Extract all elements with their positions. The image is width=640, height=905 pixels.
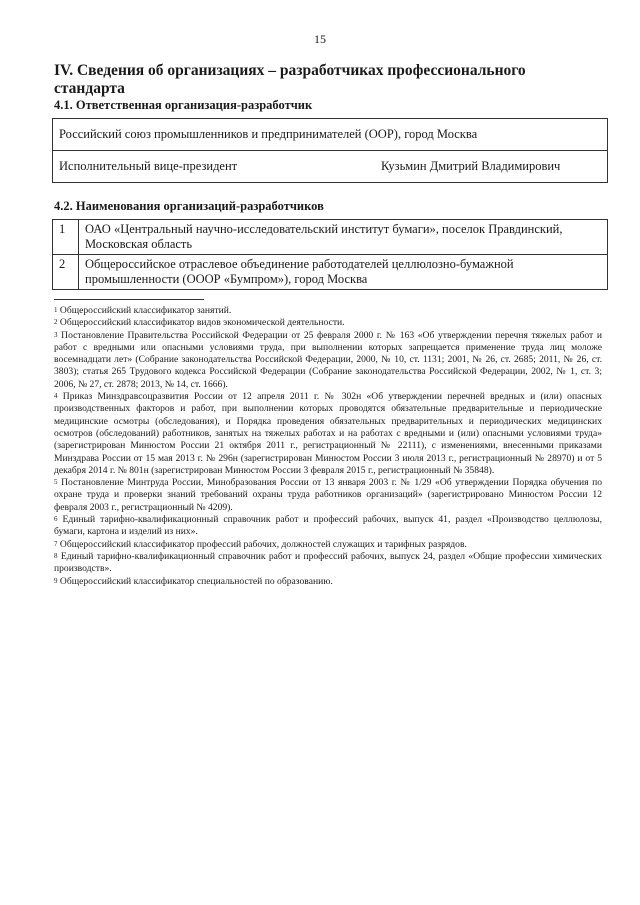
footnote [54,576,602,588]
footnote [54,317,602,329]
footnote-text: Постановление Минтруда России, Минобразования России от 13 января 2003 г. № 1/29 «Об утверждении Порядка обучения по охране труда и проверки знаний требований охраны труда работников организаций» (зарегистрировано Минюстом России 12 февраля 2003 г., регистрационный № 4209). [54,477,603,513]
footnote-divider [54,299,204,300]
table-row [53,255,608,290]
footnote-mark: 2 [54,318,58,327]
section-title: IV. Сведения об организациях – разработчиках профессионального стандарта [54,62,526,97]
footnote-mark: 6 [54,515,58,524]
developer-orgs-title: 4.2. Наименования организаций-разработчиков [54,199,324,213]
row-number: 2 [53,255,79,290]
developer-org-name: ОАО «Центральный научно-исследовательский институт бумаги», поселок Правдинский, Московская область [79,220,608,255]
footnote-mark: 7 [54,539,58,548]
footnote-text: Приказ Минздравсоцразвития России от 12 апреля 2011 г. № 302н «Об утверждении перечней вредных и (или) опасных производственных факторов и работ, при выполнении которых проводятся обязательные предварительные и периодические медицинские осмотры (обследования), и Порядка проведения обязательных предварительных и периодических медицинских осмотров (обследований) работников, занятых на тяжелых работах и на работах с вредными и (или) опасными условиями труда» (зарегистрирован Минюстом России 21 октября 2011 г., регистрационный № 22111), с изменениями, внесенными приказами Минздрава России от 15 мая 2013 г. № 296н (зарегистрирован Минюстом России 3 июля 2013 г., регистрационный № 28970) и от 5 декабря 2014 г. № 801н (зарегистрирован Минюстом России 3 февраля 2015 г., регистрационный № 35848). [54,391,602,476]
footnote-mark: 1 [54,306,58,314]
responsible-org-title: 4.1. Ответственная организация-разработчик [54,98,313,112]
footnote-text: Единый тарифно-квалификационный справочник работ и профессий рабочих, выпуск 24, раздел «Общие профессии химических производств». [54,550,602,575]
responsible-org-name: Российский союз промышленников и предпринимателей (ООР), город Москва [53,119,608,151]
footnote-mark: 9 [54,576,58,585]
footnote [54,391,602,477]
page-number: 15 [314,32,326,46]
responsible-person-row [53,151,608,183]
footnote-text: Единый тарифно-квалификационный справочник работ и профессий рабочих, выпуск 41, раздел «Производство целлюлозы, бумаги, картона и изделий из них». [54,514,602,538]
developer-orgs-table [52,219,608,290]
footnote-mark: 5 [54,478,58,487]
footnote [54,477,602,514]
footnote-text: Общероссийский классификатор занятий. [59,305,232,316]
footnote-text: Общероссийский классификатор профессий рабочих, должностей служащих и тарифных разрядов. [59,538,467,550]
footnotes [54,305,602,588]
footnote [54,514,602,539]
footnote [54,539,602,551]
footnote-mark: 3 [54,330,58,339]
footnote-text: Общероссийский классификатор специальностей по образованию. [59,575,333,587]
footnote-text: Общероссийский классификатор видов экономической деятельности. [59,317,345,329]
footnote-mark: 4 [54,392,58,401]
responsible-person-name: Кузьмин Дмитрий Владимирович [381,159,561,173]
footnote [54,305,602,317]
footnote-text: Постановление Правительства Российской Федерации от 25 февраля 2000 г. № 163 «Об утверждении перечня тяжелых работ и работ с вредными или опасными условиями труда, при выполнении которых запрещается применение труда лиц моложе восемнадцати лет» (Собрание законодательства Российской Федерации, 2000, № 10, ст. 1131; 2001, № 26, ст. 2685; 2011, № 26, ст. 3803); статья 265 Трудового кодекса Российской Федерации (Собрание законодательства Российской Федерации, 2002, № 1, ст. 3; 2006, № 27, ст. 2878; 2013, № 14, ст. 1666). [54,329,602,390]
responsible-org-table [52,118,608,183]
responsible-position: Исполнительный вице-президент [59,159,238,173]
developer-org-name: Общероссийское отраслевое объединение работодателей целлюлозно-бумажной промышленности (ОООР «Бумпром»), город Москва [79,255,608,290]
footnote [54,330,602,391]
table-row [53,220,608,255]
row-number: 1 [53,220,79,255]
responsible-org-row [53,119,608,151]
footnote-mark: 8 [54,551,58,560]
responsible-person-cell [53,151,608,183]
footnote [54,551,602,576]
